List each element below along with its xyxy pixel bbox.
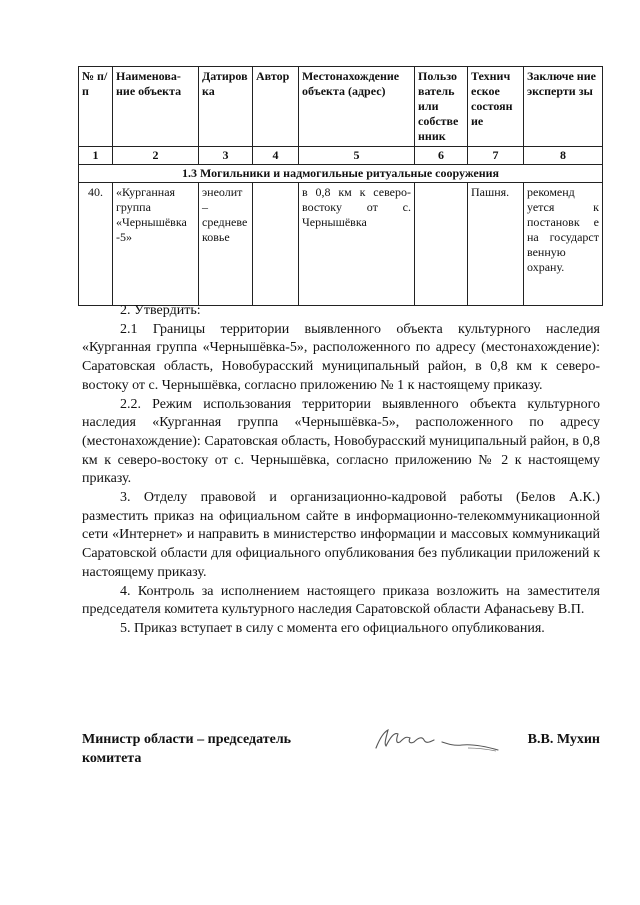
column-number: 1 <box>79 147 113 165</box>
heritage-objects-table <box>78 66 603 306</box>
row-num: 40. <box>79 183 113 306</box>
table-header-row <box>79 67 603 147</box>
header-name: Наименова-ние объекта <box>113 67 199 147</box>
row-owner <box>415 183 468 306</box>
handwritten-signature <box>372 724 507 754</box>
column-number: 6 <box>415 147 468 165</box>
column-number: 5 <box>299 147 415 165</box>
row-conclusion: рекоменд уется к постановк е на государст венную охрану. <box>524 183 603 306</box>
header-conclusion: Заключе ние эксперти зы <box>524 67 603 147</box>
header-owner: Пользо ватель или собстве нник <box>415 67 468 147</box>
header-dating: Датиров ка <box>199 67 253 147</box>
column-number: 4 <box>253 147 299 165</box>
section-title: 1.3 Могильники и надмогильные ритуальные сооружения <box>79 165 603 183</box>
header-location: Местонахождение объекта (адрес) <box>299 67 415 147</box>
column-number: 7 <box>468 147 524 165</box>
header-condition: Технич еское состоян ие <box>468 67 524 147</box>
row-location: в 0,8 км к северо-востоку от с. Чернышёвка <box>299 183 415 306</box>
table-row <box>79 183 603 306</box>
row-name: «Курганная группа «Чернышёвка -5» <box>113 183 199 306</box>
section-row <box>79 165 603 183</box>
paragraph: 4. Контроль за исполнением настоящего приказа возложить на заместителя председателя комитета культурного наследия Саратовской области Афанасьеву В.П. <box>82 583 600 618</box>
column-number: 2 <box>113 147 199 165</box>
header-num: № п/п <box>79 67 113 147</box>
paragraph: 2. Утвердить: <box>120 303 201 318</box>
row-author <box>253 183 299 306</box>
signatory-name: В.В. Мухин <box>527 732 600 747</box>
paragraph: 2.2. Режим использования территории выявленного объекта культурного наследия «Курганная группа «Чернышёвка-5», расположенного по адресу (местонахождение): Саратовская область, Новобурасский муниципальный район, в 0,8 км к северо-востоку от с. Чернышёвка, согласно приложению № 2 к настоящему приказу. <box>82 396 600 487</box>
signatory-position: Министр области – председатель комитета <box>82 732 292 766</box>
column-number: 8 <box>524 147 603 165</box>
row-dating: энеолит – средневе ковье <box>199 183 253 306</box>
paragraph: 2.1 Границы территории выявленного объекта культурного наследия «Курганная группа «Чернышёвка-5», расположенного по адресу (местонахождение): Саратовская область, Новобурасский муниципальный район, в 0,8 км к северо-востоку от с. Чернышёвка, согласно приложению № 1 к настоящему приказу. <box>82 321 600 393</box>
header-author: Автор <box>253 67 299 147</box>
column-number: 3 <box>199 147 253 165</box>
paragraph: 5. Приказ вступает в силу с момента его официального опубликования. <box>120 620 545 636</box>
column-numbers-row <box>79 147 603 165</box>
paragraph: 3. Отделу правовой и организационно-кадровой работы (Белов А.К.) разместить приказ на официальном сайте в информационно-телекоммуникационной сети «Интернет» и направить в министерство информации и массовых коммуникаций Саратовской области для официального опубликования без публикации приложений к настоящему приказу. <box>82 490 600 580</box>
row-condition: Пашня. <box>468 183 524 306</box>
order-body <box>82 302 600 639</box>
